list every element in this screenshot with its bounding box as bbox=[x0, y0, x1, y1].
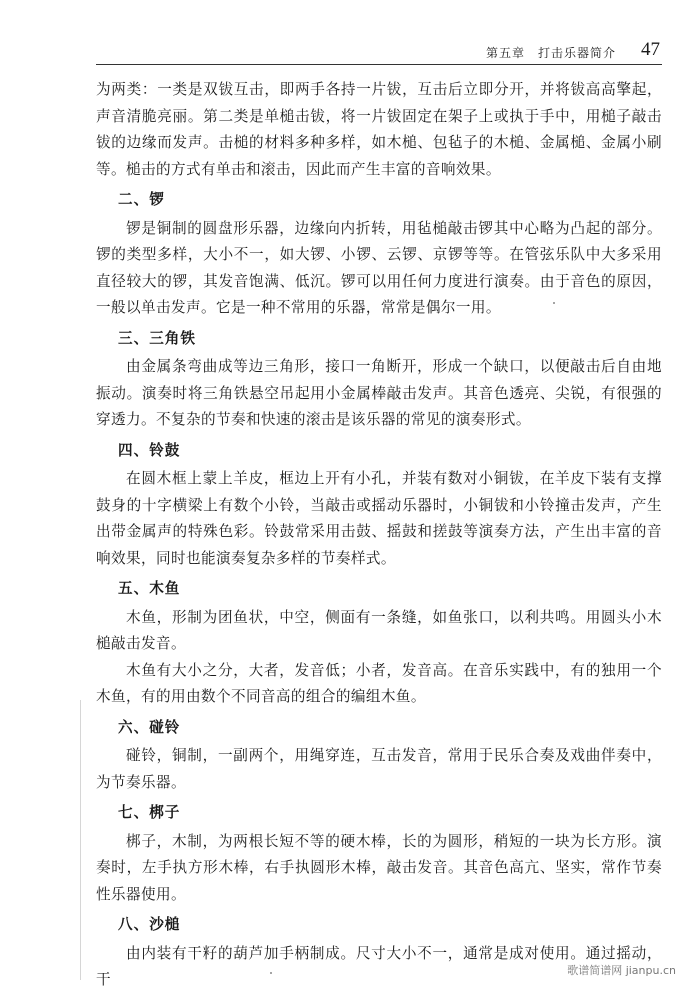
section-heading: 四、铃鼓 bbox=[118, 441, 181, 459]
paragraph: 梆子，木制，为两根长短不等的硬木棒，长的为圆形，稍短的一块为长方形。演奏时，左手执方形木棒，右手执圆形木棒，敲击发音。其音色高亢、坚实，常作节奏性乐器使用。 bbox=[96, 832, 662, 903]
scan-speck bbox=[270, 972, 272, 974]
section-heading: 八、沙槌 bbox=[118, 916, 181, 933]
section-heading: 五、木鱼 bbox=[118, 580, 181, 597]
paragraph: 碰铃，铜制，一副两个，用绳穿连，互击发音，常用于民乐合奏及戏曲伴奏中，为节奏乐器。 bbox=[96, 747, 662, 791]
paragraph: 由金属条弯曲成等边三角形，接口一角断开，形成一个缺口，以便敲击后自由地振动。演奏时将三角铁悬空吊起用小金属棒敲击发声。其音色透亮、尖锐，有很强的穿透力。不复杂的节奏和快速的滚击是该乐器的常见的演奏形式。 bbox=[96, 358, 662, 428]
paragraph: 为两类：一类是双钹互击，即两手各持一片钹，互击后立即分开，并将钹高高擎起，声音清脆亮丽。第二类是单槌击钹，将一片钹固定在架子上或执于手中，用槌子敲击钹的边缘而发声。击槌的材料多种多样，如木槌、包毡子的木槌、金属槌、金属小刷等。槌击的方式有单击和滚击，因此而产生丰富的音响效果。 bbox=[96, 81, 662, 178]
section-heading: 三、三角铁 bbox=[118, 329, 196, 347]
page-number: 47 bbox=[641, 39, 660, 60]
paragraph: 在圆木框上蒙上羊皮，框边上开有小孔，并装有数对小铜钹，在羊皮下装有支撑鼓身的十字横梁上有数个小铃，当敲击或摇动乐器时，小铜钹和小铃撞击发声，产生出带金属声的特殊色彩。铃鼓常采用击鼓、摇鼓和搓鼓等演奏方法，产生出丰富的音响效果，同时也能演奏复杂多样的节奏样式。 bbox=[96, 470, 662, 567]
body-text bbox=[96, 77, 662, 994]
paragraph: 木鱼有大小之分，大者，发音低；小者，发音高。在音乐实践中，有的独用一个木鱼，有的用由数个不同音高的组合的编组木鱼。 bbox=[96, 661, 662, 705]
scan-speck bbox=[553, 302, 555, 304]
paragraph: 木鱼，形制为团鱼状，中空，侧面有一条缝，如鱼张口，以利共鸣。用圆头小木槌敲击发音。 bbox=[96, 608, 662, 652]
section-heading: 六、碰铃 bbox=[118, 718, 181, 736]
section-heading: 七、梆子 bbox=[118, 804, 181, 821]
running-header bbox=[96, 40, 662, 65]
watermark: 歌谱简谱网 jianpu.cn bbox=[567, 964, 676, 977]
scan-margin-line bbox=[80, 700, 81, 980]
paragraph: 由内装有干籽的葫芦加手柄制成。尺寸大小不一，通常是成对使用。通过摇动，干 bbox=[96, 944, 662, 988]
paragraph: 锣是铜制的圆盘形乐器，边缘向内折转，用毡槌敲击锣其中心略为凸起的部分。锣的类型多样，大小不一，如大锣、小锣、云锣、京锣等等。在管弦乐队中大多采用直径较大的锣，其发音饱满、低沉。锣可以用任何力度进行演奏。由于音色的原因，一般以单击发声。它是一种不常用的乐器，常常是偶尔一用。 bbox=[96, 219, 662, 316]
chapter-title: 第五章 打击乐器简介 bbox=[485, 46, 616, 60]
section-heading: 二、锣 bbox=[118, 191, 165, 208]
